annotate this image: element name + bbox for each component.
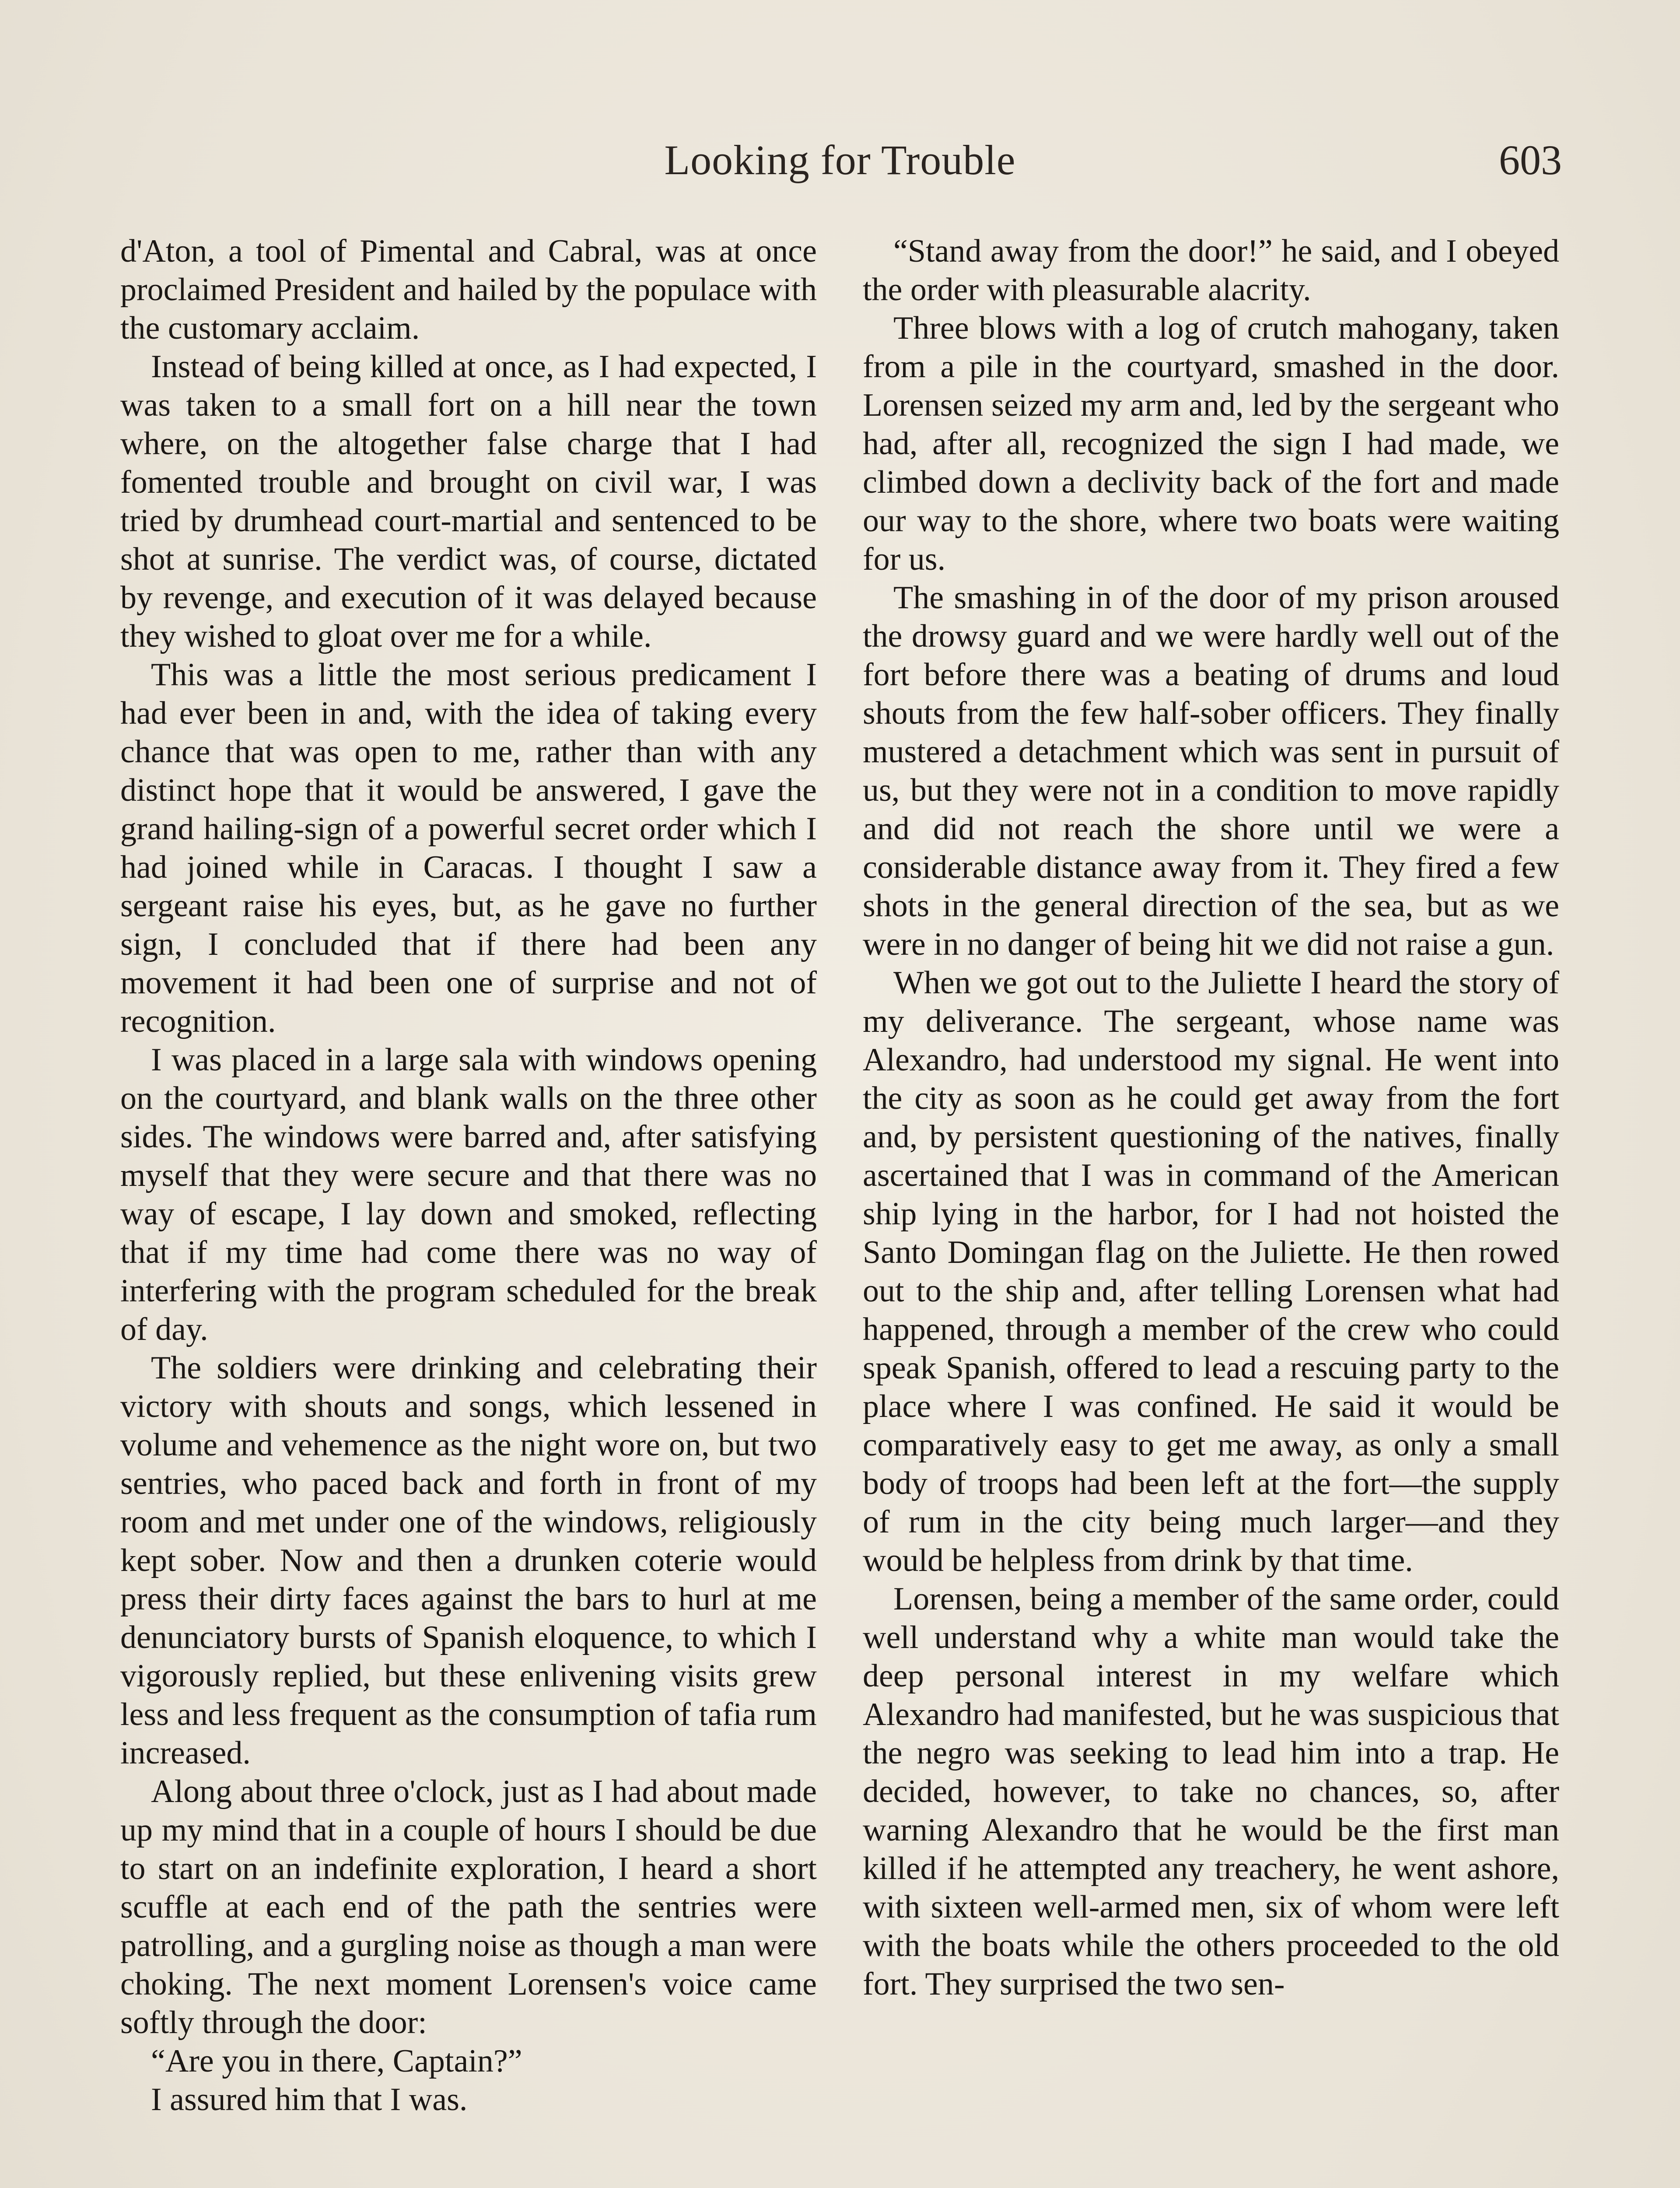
paragraph: Three blows with a log of crutch mahogany, taken from a pile in the courtyard, smashed in the door. Lorensen seized my arm and, led by the sergeant who had, after all, recognized the sign I had made, we climbed down a declivity back of the fort and made our way to the shore, where two boats were waiting for us. (863, 310, 1559, 577)
page-header (118, 131, 1562, 193)
left-column (120, 232, 817, 2119)
paragraph: “Are you in there, Captain?” (151, 2043, 522, 2079)
paragraph: “Stand away from the door!” he said, and I obeyed the order with pleasurable alacrity. (863, 233, 1559, 308)
paragraph: Along about three o'clock, just as I had about made up my mind that in a couple of hours I should be due to start on an indefinite exploration, I heard a short scuffle at each end of the path the sentries were patrolling, and a gurgling noise as though a man were choking. The next moment Lorensen's voice came softly through the door: (120, 1774, 817, 2041)
paragraph: This was a little the most serious predicament I had ever been in and, with the idea of taking every chance that was open to me, rather than with any distinct hope that it would be answered, I gave the grand hailing-sign of a powerful secret order which I had joined while in Caracas. I thought I saw a sergeant raise his eyes, but, as he gave no further sign, I concluded that if there had been any movement it had been one of surprise and not of recognition. (120, 657, 817, 1039)
page-number: 603 (1499, 137, 1562, 183)
running-title: Looking for Trouble (664, 137, 1016, 183)
right-column (863, 232, 1559, 2003)
paragraph: d'Aton, a tool of Pimental and Cabral, was at once proclaimed President and hailed by the populace with the customary acclaim. (120, 233, 817, 346)
paragraph: I assured him that I was. (151, 2082, 468, 2118)
paragraph: The smashing in of the door of my prison aroused the drowsy guard and we were hardly well out of the fort before there was a beating of drums and loud shouts from the few half-sober officers. They finally mustered a detachment which was sent in pursuit of us, but they were not in a condition to move rapidly and did not reach the shore until we were a considerable distance away from it. They fired a few shots in the general direction of the sea, but as we were in no danger of being hit we did not raise a gun. (863, 580, 1559, 962)
paragraph: Lorensen, being a member of the same order, could well understand why a white man would take the deep personal interest in my welfare which Alexandro had manifested, but he was suspicious that the negro was seeking to lead him into a trap. He decided, however, to take no chances, so, after warning Alexandro that he would be the first man killed if he attempted any treachery, he went ashore, with sixteen well-armed men, six of whom were left with the boats while the others proceeded to the old fort. They surprised the two sen- (863, 1581, 1559, 2002)
paragraph: Instead of being killed at once, as I had expected, I was taken to a small fort on a hill near the town where, on the altogether false charge that I had fomented trouble and brought on civil war, I was tried by drumhead court-martial and sentenced to be shot at sunrise. The verdict was, of course, dictated by revenge, and execution of it was delayed because they wished to gloat over me for a while. (120, 349, 817, 654)
paragraph: I was placed in a large sala with windows opening on the courtyard, and blank walls on the three other sides. The windows were barred and, after satisfying myself that they were secure and that there was no way of escape, I lay down and smoked, reflecting that if my time had come there was no way of interfering with the program scheduled for the break of day. (120, 1042, 817, 1347)
paragraph: When we got out to the Juliette I heard the story of my deliverance. The sergeant, whose name was Alexandro, had understood my signal. He went into the city as soon as he could get away from the fort and, by persistent questioning of the natives, finally ascertained that I was in command of the American ship lying in the harbor, for I had not hoisted the Santo Domingan flag on the Juliette. He then rowed out to the ship and, after telling Lorensen what had happened, through a member of the crew who could speak Spanish, offered to lead a rescuing party to the place where I was confined. He said it would be comparatively easy to get me away, as only a small body of troops had been left at the fort—the supply of rum in the city being much larger—and they would be helpless from drink by that time. (863, 965, 1559, 1578)
paragraph: The soldiers were drinking and celebrating their victory with shouts and songs, which lessened in volume and vehemence as the night wore on, but two sentries, who paced back and forth in front of my room and met under one of the windows, religiously kept sober. Now and then a drunken coterie would press their dirty faces against the bars to hurl at me denunciatory bursts of Spanish eloquence, to which I vigorously replied, but these enlivening visits grew less and less frequent as the consumption of tafia rum increased. (120, 1350, 817, 1771)
